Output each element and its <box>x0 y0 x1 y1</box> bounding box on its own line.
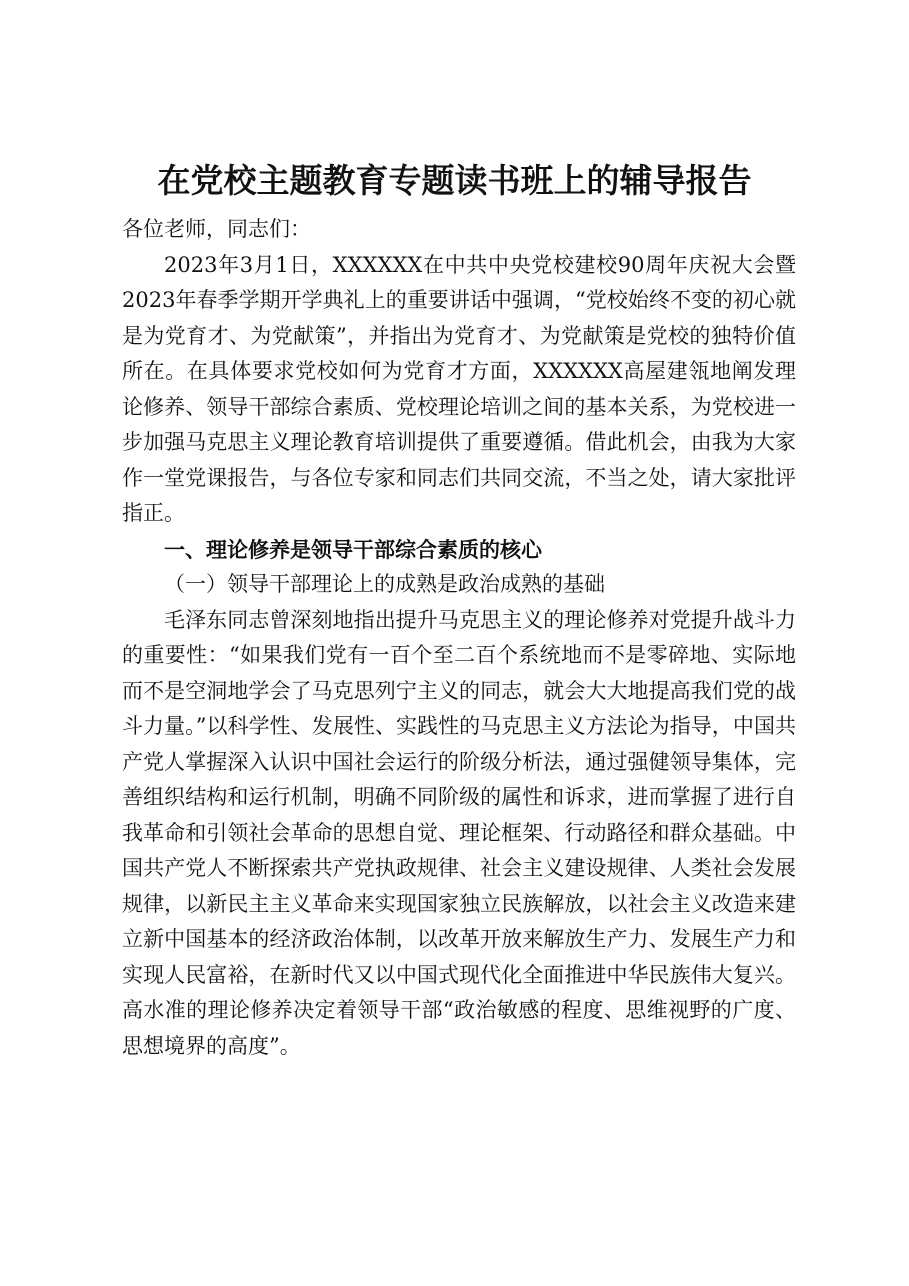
intro-paragraph: 2023年3月1日，XXXXXX在中共中央党校建校90周年庆祝大会暨2023年春季学期开学典礼上的重要讲话中强调，“党校始终不变的初心就是为党育才、为党献策”，并指出为党育才、为党献策是党校的独特价值所在。在具体要求党校如何为党育才方面，XXXXXX高屋建瓴地阐发理论修养、领导干部综合素质、党校理论培训之间的基本关系，为党校进一步加强马克思主义理论教育培训提供了重要遵循。借此机会，由我为大家作一堂党课报告，与各位专家和同志们共同交流，不当之处，请大家批评指正。 <box>122 252 796 525</box>
body-paragraph: 毛泽东同志曾深刻地指出提升马克思主义的理论修养对党提升战斗力的重要性：“如果我们党有一百个至二百个系统地而不是零碎地、实际地而不是空洞地学会了马克思列宁主义的同志，就会大大地提高我们党的战斗力量。”以科学性、发展性、实践性的马克思主义方法论为指导，中国共产党人掌握深入认识中国社会运行的阶级分析法，通过强健领导集体，完善组织结构和运行机制，明确不同阶级的属性和诉求，进而掌握了进行自我革命和引领社会革命的思想自觉、理论框架、行动路径和群众基础。中国共产党人不断探索共产党执政规律、社会主义建设规律、人类社会发展规律，以新民主主义革命来实现国家独立民族解放，以社会主义改造来建立新中国基本的经济政治体制，以改革开放来解放生产力、发展生产力和实现人民富裕，在新时代又以中国式现代化全面推进中华民族伟大复兴。高水准的理论修养决定着领导干部“政治敏感的程度、思维视野的广度、思想境界的高度”。 <box>122 607 796 1058</box>
section-heading: 一、理论修养是领导干部综合素质的核心 <box>164 536 542 562</box>
salutation: 各位老师，同志们： <box>122 217 311 241</box>
subsection-heading: （一）领导干部理论上的成熟是政治成熟的基础 <box>164 572 605 596</box>
document-body <box>122 212 796 1064</box>
document-title: 在党校主题教育专题读书班上的辅导报告 <box>157 161 752 200</box>
